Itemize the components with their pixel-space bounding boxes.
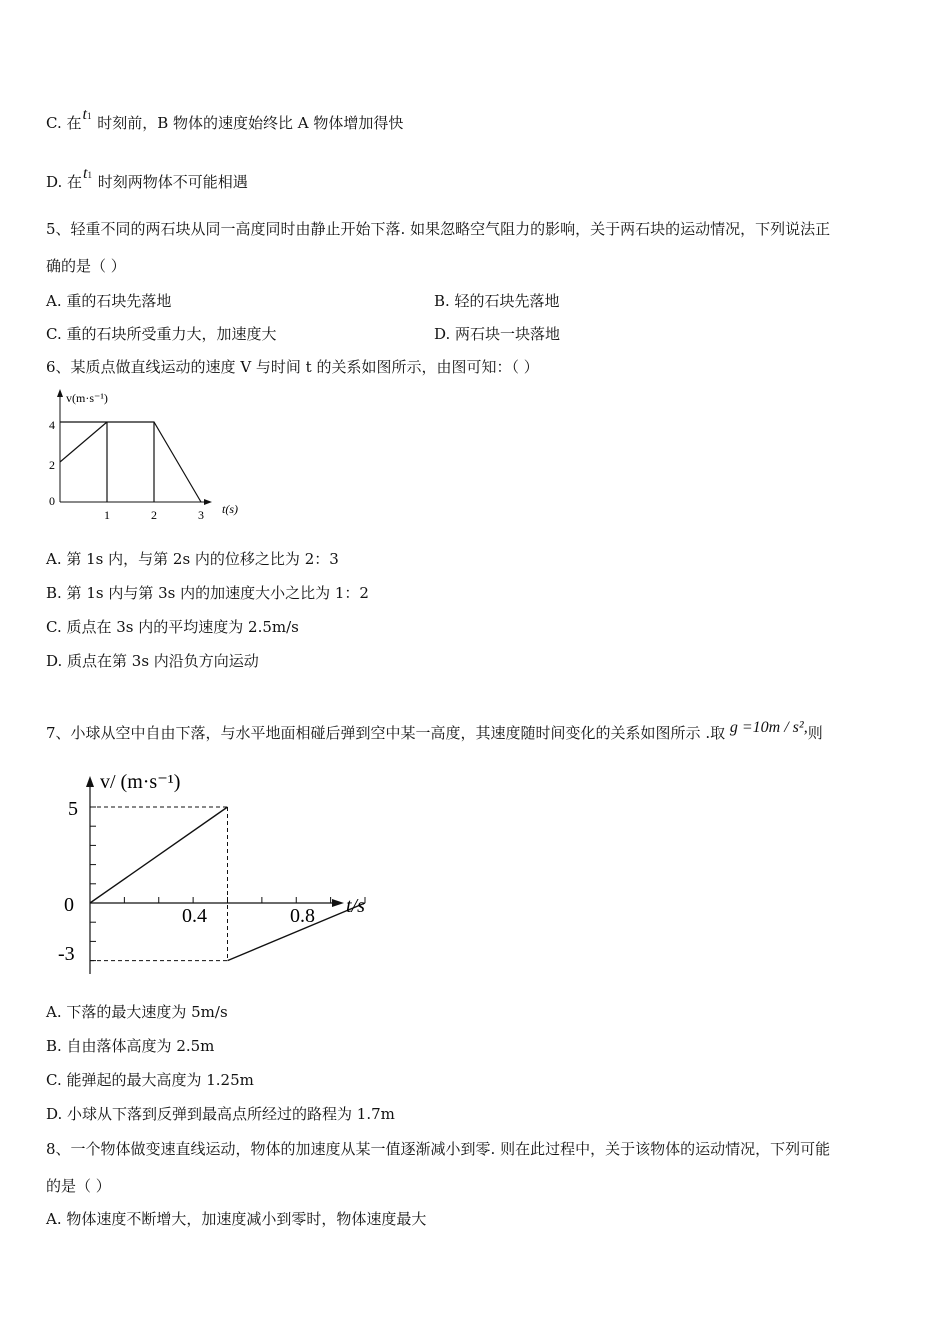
q8-stem-line1: 8、一个物体做变速直线运动，物体的加速度从某一值逐渐减小到零. 则在此过程中，关于该物体的运动情况，下列可能 [46, 1140, 831, 1158]
q4-option-d [46, 165, 248, 194]
q6-option-a: A. 第 1s 内，与第 2s 内的位移之比为 2：3 [46, 550, 339, 568]
q6-y-arrow [57, 389, 63, 397]
q6-xlabel: t(s) [222, 502, 238, 516]
q7-xtick-04: 0.4 [182, 905, 207, 927]
q6-xtick-1: 1 [104, 508, 110, 522]
q5-option-c: C. 重的石块所受重力大，加速度大 [46, 325, 277, 343]
q7-y-arrow [86, 776, 94, 787]
option-label: C. 在 [46, 114, 82, 132]
q7-option-b: B. 自由落体高度为 2.5m [46, 1037, 215, 1055]
q6-ytick-2: 2 [49, 458, 55, 472]
t1-variable: t1 [83, 165, 92, 182]
q7-option-d: D. 小球从下落到反弹到最高点所经过的路程为 1.7m [46, 1105, 395, 1123]
q7-ytick-neg3: -3 [58, 943, 75, 965]
q6-x-arrow [204, 499, 212, 505]
q7-ytick-5: 5 [68, 798, 78, 820]
q5-stem-line1: 5、轻重不同的两石块从同一高度同时由静止开始下落. 如果忽略空气阻力的影响，关于两石块的运动情况，下列说法正 [46, 220, 831, 238]
q7-ylabel: v/ (m·s⁻¹) [100, 771, 181, 793]
q6-xtick-2: 2 [151, 508, 157, 522]
gravity-formula: g =10m / s², [729, 719, 808, 736]
q5-option-d: D. 两石块一块落地 [434, 325, 561, 343]
q4-option-c [46, 106, 404, 135]
option-text: 时刻前，B 物体的速度始终比 A 物体增加得快 [97, 114, 404, 132]
q6-ytick-0: 0 [49, 494, 55, 508]
q8-stem-line2: 的是（ ） [46, 1177, 111, 1195]
q6-option-b: B. 第 1s 内与第 3s 内的加速度大小之比为 1：2 [46, 584, 369, 602]
q5-stem-line2: 确的是（ ） [46, 257, 126, 275]
q6-vt-chart [40, 385, 260, 525]
q5-option-a: A. 重的石块先落地 [46, 292, 172, 310]
q7-stem: 7、小球从空中自由下落，与水平地面相碰后弹到空中某一高度，其速度随时间变化的关系如图所示 .取 g =10m / s²,则 [46, 719, 823, 742]
q6-stem: 6、某质点做直线运动的速度 V 与时间 t 的关系如图所示，由图可知：（ ） [46, 358, 539, 376]
q7-option-a: A. 下落的最大速度为 5m/s [46, 1003, 228, 1021]
q7-vt-chart [52, 766, 382, 981]
q6-option-c: C. 质点在 3s 内的平均速度为 2.5m/s [46, 618, 299, 636]
q7-xtick-08: 0.8 [290, 905, 315, 927]
q5-option-b: B. 轻的石块先落地 [434, 292, 560, 310]
q7-option-c: C. 能弹起的最大高度为 1.25m [46, 1071, 254, 1089]
q7-x-arrow [332, 899, 344, 907]
option-label: D. 在 [46, 173, 83, 191]
q6-xtick-3: 3 [198, 508, 204, 522]
option-text: 时刻两物体不可能相遇 [97, 173, 248, 191]
q7-ytick-0: 0 [64, 894, 74, 916]
q6-ylabel: v(m·s⁻¹) [66, 391, 108, 405]
q6-option-d: D. 质点在第 3s 内沿负方向运动 [46, 652, 259, 670]
q7-xlabel: t/s [346, 895, 365, 917]
q8-option-a: A. 物体速度不断增大，加速度减小到零时，物体速度最大 [46, 1210, 427, 1228]
q6-ytick-4: 4 [49, 418, 55, 432]
t1-variable: t1 [82, 106, 92, 123]
q6-series-0 [60, 422, 107, 462]
q7-series-0 [90, 807, 228, 903]
